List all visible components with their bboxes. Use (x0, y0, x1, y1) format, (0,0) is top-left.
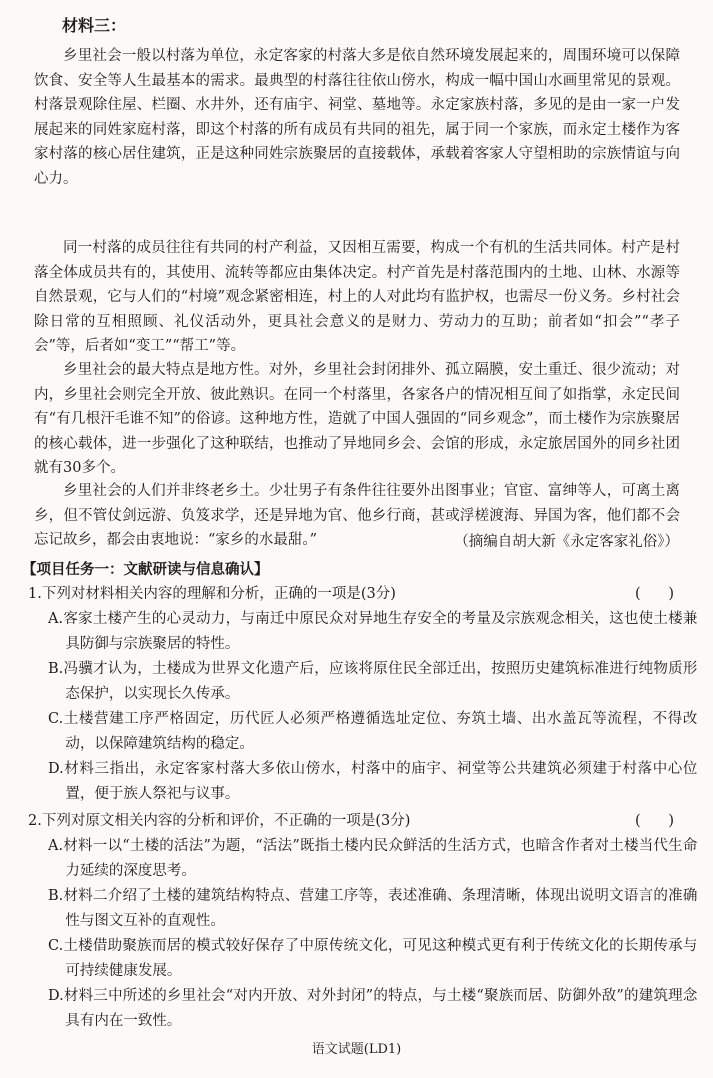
page-footer: 语文试题(LD1) (311, 1042, 402, 1057)
question-1-option-b: B.冯骥才认为，土楼成为世界文化遗产后，应该将原住民全部迁出，按照历史建筑标准进行纯物质形态保护，以实现长久传承。 (48, 661, 698, 702)
paragraph-2: 同一村落的成员往往有共同的村产利益，又因相互需要，构成一个有机的生活共同体。村产是村落全体成员共有的，其使用、流转等都应由集体决定。村产首先是村落范围内的土地、山林、水源等自然景观，它与人们的“村境”观念紧密相连，村上的人对此均有监护权，也需尽一份义务。乡村社会除日常的互相照顾、礼仪活动外，更具社会意义的是财力、劳动力的互助；前者如“扣会”“孝子会”等，后者如“变工”“帮工”等。 (34, 240, 680, 354)
source-citation: （摘编自胡大新《永定客家礼俗》） (454, 534, 679, 550)
paragraph-4: 乡里社会的人们并非终老乡土。少壮男子有条件往往要外出图事业；官宦、富绅等人，可离土离乡，但不管仗剑远游、负笈求学，还是异地为官、他乡行商，甚或浮槎渡海、异国为客，他们都不会忘记故乡，都会由衷地说：“家乡的水最甜。” (34, 483, 680, 548)
material-title: 材料三： (62, 16, 127, 35)
question-2-stem: 2.下列对原文相关内容的分析和评价，不正确的一项是(3分) (28, 813, 411, 829)
answer-bracket-2: ( ) (635, 813, 674, 829)
question-2-option-b: B.材料二介绍了土楼的建筑结构特点、营建工序等，表述准确、条理清晰，体现出说明文语言的准确性与图文互补的直观性。 (48, 888, 698, 929)
paragraph-1: 乡里社会一般以村落为单位，永定客家的村落大多是依自然环境发展起来的，周围环境可以保障饮食、安全等人生最基本的需求。最典型的村落往往依山傍水，构成一幅中国山水画里常见的景观。村落景观除住屋、栏圈、水井外，还有庙宇、祠堂、墓地等。永定家族村落，多见的是由一家一户发展起来的同姓家庭村落，即这个村落的所有成员有共同的祖先，属于同一个家族，而永定土楼作为客家村落的核心居住建筑，正是这种同姓宗族聚居的直接载体，承载着客家人守望相助的宗族情谊与向心力。 (34, 48, 680, 187)
question-1-stem: 1.下列对材料相关内容的理解和分析，正确的一项是(3分) (28, 586, 396, 602)
task-title: 【项目任务一：文献研读与信息确认】 (22, 562, 269, 578)
question-1 (28, 582, 680, 606)
question-1-option-a: A.客家土楼产生的心灵动力，与南迁中原民众对异地生存安全的考量及宗族观念相关，这也使土楼兼具防御与宗族聚居的特性。 (48, 611, 698, 652)
question-1-option-c: C.土楼营建工序严格固定，历代匠人必须严格遵循选址定位、夯筑土墙、出水盖瓦等流程，不得改动，以保障建筑结构的稳定。 (48, 711, 698, 752)
question-2-option-d: D.材料三中所述的乡里社会“对内开放、对外封闭”的特点，与土楼“聚族而居、防御外敌”的建筑理念具有内在一致性。 (48, 988, 698, 1029)
question-1-option-d: D.材料三指出，永定客家村落大多依山傍水，村落中的庙宇、祠堂等公共建筑必须建于村落中心位置，便于族人祭祀与议事。 (48, 761, 698, 802)
question-2-option-c: C.土楼借助聚族而居的模式较好保存了中原传统文化，可见这种模式更有利于传统文化的长期传承与可持续健康发展。 (48, 938, 698, 979)
question-2-option-a: A.材料一以“土楼的活法”为题，“活法”既指土楼内民众鲜活的生活方式，也暗含作者对土楼当代生命力延续的深度思考。 (48, 838, 698, 879)
paragraph-3: 乡里社会的最大特点是地方性。对外，乡里社会封闭排外、孤立隔膜，安土重迁、很少流动；对内，乡里社会则完全开放、彼此熟识。在同一个村落里，各家各户的情况相互间了如指掌，永定民间有“有几根汗毛谁不知”的俗谚。这种地方性，造就了中国人强固的“同乡观念”，而土楼作为宗族聚居的核心载体，进一步强化了这种联结，也推动了异地同乡会、会馆的形成，永定旅居国外的同乡社团就有30多个。 (34, 362, 680, 476)
question-2 (28, 809, 680, 833)
answer-bracket-1: ( ) (635, 586, 674, 602)
